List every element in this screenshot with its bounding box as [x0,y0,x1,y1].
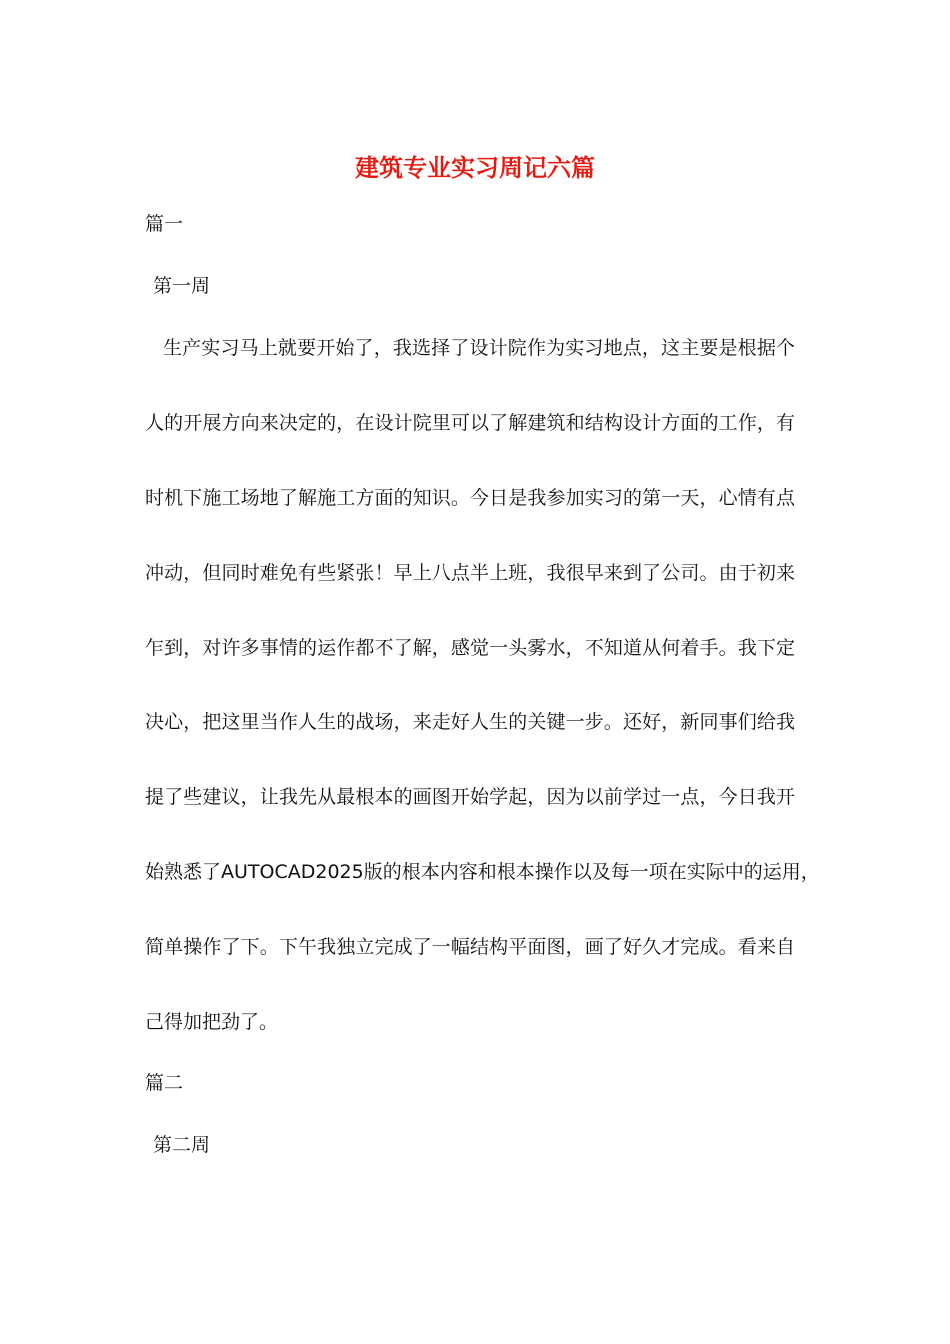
paragraph-line: 人的开展方向来决定的，在设计院里可以了解建筑和结构设计方面的工作，有 [145,412,795,434]
paragraph-line: 简单操作了下。下午我独立完成了一幅结构平面图，画了好久才完成。看来自 [145,936,795,958]
paragraph-line: 乍到，对许多事情的运作都不了解，感觉一头雾水，不知道从何着手。我下定 [145,637,795,659]
paragraph-line: 始熟悉了AUTOCAD2025版的根本内容和根本操作以及每一项在实际中的运用， [145,861,820,883]
paragraph-line: 冲动，但同时难免有些紧张！早上八点半上班，我很早来到了公司。由于初来 [145,562,795,584]
paragraph-line: 生产实习马上就要开始了，我选择了设计院作为实习地点，这主要是根据个 [163,337,795,359]
section-subheading: 第二周 [153,1134,211,1156]
section-heading: 篇一 [145,213,184,235]
paragraph-line: 决心，把这里当作人生的战场，来走好人生的关键一步。还好，新同事们给我 [145,711,795,733]
paragraph-line: 己得加把劲了。 [145,1011,279,1033]
section-heading: 篇二 [145,1072,184,1094]
section-subheading: 第一周 [153,275,211,297]
paragraph-line: 提了些建议，让我先从最根本的画图开始学起，因为以前学过一点，今日我开 [145,786,795,808]
paragraph-line: 时机下施工场地了解施工方面的知识。今日是我参加实习的第一天，心情有点 [145,487,795,509]
document-title: 建筑专业实习周记六篇 [355,153,595,182]
